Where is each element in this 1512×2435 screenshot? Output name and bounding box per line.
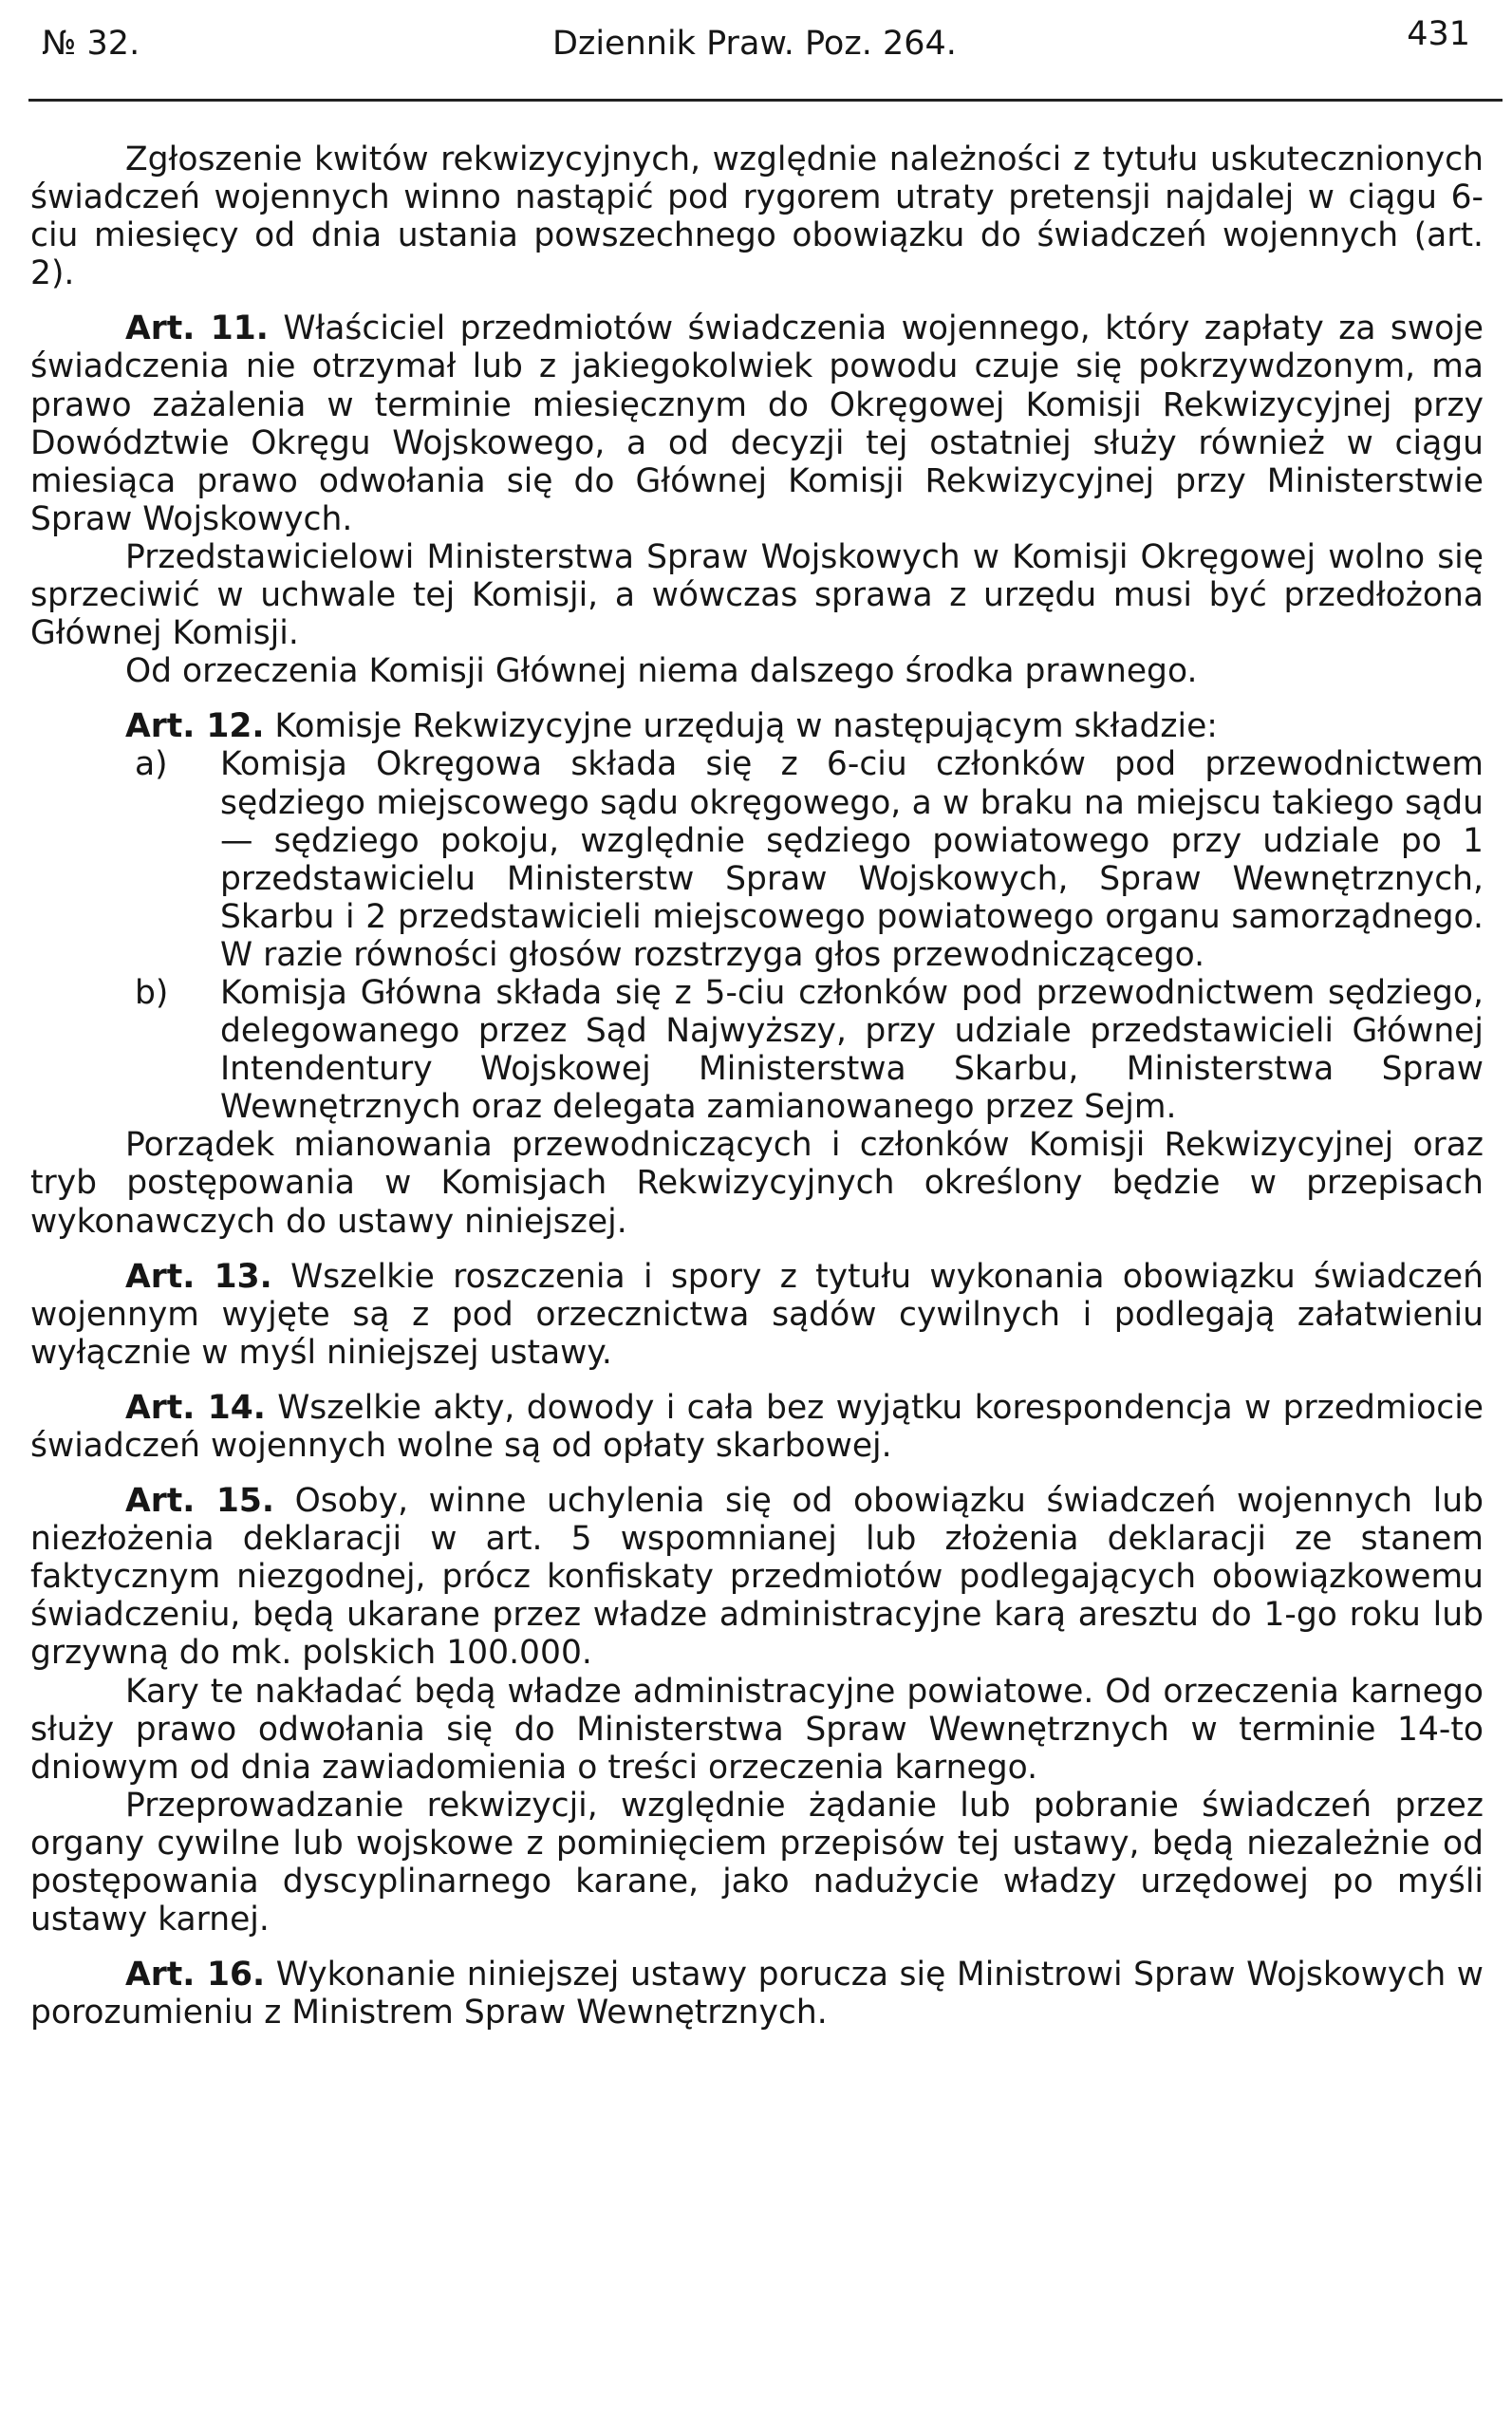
article-12-paragraph-2: Porządek mianowania przewodniczących i członków Komisji Rekwizycyjnej oraz tryb postępowania w Komisjach Rekwizycyjnych określony będzie w przepisach wykonawczych do ustawy niniejszej. [30,1126,1484,1241]
article-11-paragraph-3: Od orzeczenia Komisji Głównej niema dalszego środka prawnego. [125,652,1198,691]
article-text: Osoby, winne uchylenia się od obowiązku świadczeń wojennych lub niezłożenia deklaracji w art. 5 wspomnianej lub złożenia deklaracji ze stanem faktycznym niezgodnej, prócz konfiskaty przedmiotów podlegających obowiązkowemu świadczeniu, będą ukarane przez władze administracyjne karą aresztu do 1-go roku lub grzywną do mk. polskich 100.000. [30,1482,1484,1673]
article-heading: Art. 14. [125,1388,266,1427]
list-marker: a) [135,745,168,784]
article-text: Komisje Rekwizycyjne urzędują w następującym składzie: [274,707,1218,746]
page-number: 431 [1407,15,1470,53]
header-rule [28,99,1503,102]
list-item-a [30,745,1484,974]
issue-number: № 32. [42,25,140,63]
paragraph-claims-deadline: Zgłoszenie kwitów rekwizycyjnych, względnie należności z tytułu uskutecznionych świadczeń wojennych winno nastąpić pod rygorem utraty pretensji najdalej w ciągu 6-ciu miesięcy od dnia ustania powszechnego obowiązku do świadczeń wojennych (art. 2). [30,140,1484,293]
article-16 [30,1956,1484,2032]
article-15-paragraph-3: Przeprowadzanie rekwizycji, względnie żądanie lub pobranie świadczeń przez organy cywilne lub wojskowe z pominięciem przepisów tej ustawy, będą niezależnie od postępowania dyscyplinarnego karane, jako nadużycie władzy urzędowej po myśli ustawy karnej. [30,1786,1484,1939]
article-text: Wszelkie roszczenia i spory z tytułu wykonania obowiązku świadczeń wojennym wyjęte są z pod orzecznictwa sądów cywilnych i podlegają załatwieniu wyłącznie w myśl niniejszej ustawy. [30,1257,1484,1372]
article-11 [30,309,1484,538]
article-text: Właściciel przedmiotów świadczenia wojennego, który zapłaty za swoje świadczenia nie otrzymał lub z jakiegokolwiek powodu czuje się pokrzywdzonym, ma prawo zażalenia w terminie miesięcznym do Okręgowej Komisji Rekwizycyjnej przy Dowództwie Okręgu Wojskowego, a od decyzji tej ostatniej służy również w ciągu miesiąca prawo odwołania się do Głównej Komisji Rekwizycyjnej przy Ministerstwie Spraw Wojskowych. [30,309,1484,538]
article-15 [30,1482,1484,1672]
document-body [30,140,1484,2032]
article-15-paragraph-2: Kary te nakładać będą władze administracyjne powiatowe. Od orzeczenia karnego służy prawo odwołania się do Ministerstwa Spraw Wewnętrznych w terminie 14-to dniowym od dnia zawiadomienia o treści orzeczenia karnego. [30,1672,1484,1787]
article-12 [30,707,1484,745]
article-heading: Art. 11. [125,309,269,348]
page-header [30,9,1489,76]
list-item-text: Komisja Okręgowa składa się z 6-ciu członków pod przewodnictwem sędziego miejscowego sądu okręgowego, a w braku na miejscu takiego sądu — sędziego pokoju, względnie sędziego powiatowego przy udziale po 1 przedstawicielu Ministerstw Spraw Wojskowych, Spraw Wewnętrznych, Skarbu i 2 przedstawicieli miejscowego powiatowego organu samorządnego. W razie równości głosów rozstrzyga głos przewodniczącego. [220,745,1484,974]
article-13 [30,1258,1484,1372]
article-heading: Art. 12. [125,707,265,746]
list-item-text: Komisja Główna składa się z 5-ciu członków pod przewodnictwem sędziego, delegowanego przez Sąd Najwyższy, przy udziale przedstawicieli Głównej Intendentury Wojskowej Ministerstwa Skarbu, Ministerstwa Spraw Wewnętrznych oraz delegata zamianowanego przez Sejm. [220,973,1484,1127]
list-item-b [30,974,1484,1126]
article-text: Wszelkie akty, dowody i cała bez wyjątku korespondencja w przedmiocie świadczeń wojennych wolne są od opłaty skarbowej. [30,1388,1484,1465]
article-text: Wykonanie niniejszej ustawy porucza się Ministrowi Spraw Wojskowych w porozumieniu z Ministrem Spraw Wewnętrznych. [30,1956,1484,2032]
article-heading: Art. 13. [125,1257,272,1296]
article-11-paragraph-2: Przedstawicielowi Ministerstwa Spraw Wojskowych w Komisji Okręgowej wolno się sprzeciwić w uchwale tej Komisji, a wówczas sprawa z urzędu musi być przedłożona Głównej Komisji. [30,537,1484,653]
article-heading: Art. 15. [125,1482,275,1521]
list-marker: b) [135,973,169,1012]
article-heading: Art. 16. [125,1956,266,1995]
journal-entry: Dziennik Praw. Poz. 264. [552,25,957,63]
article-14 [30,1389,1484,1465]
